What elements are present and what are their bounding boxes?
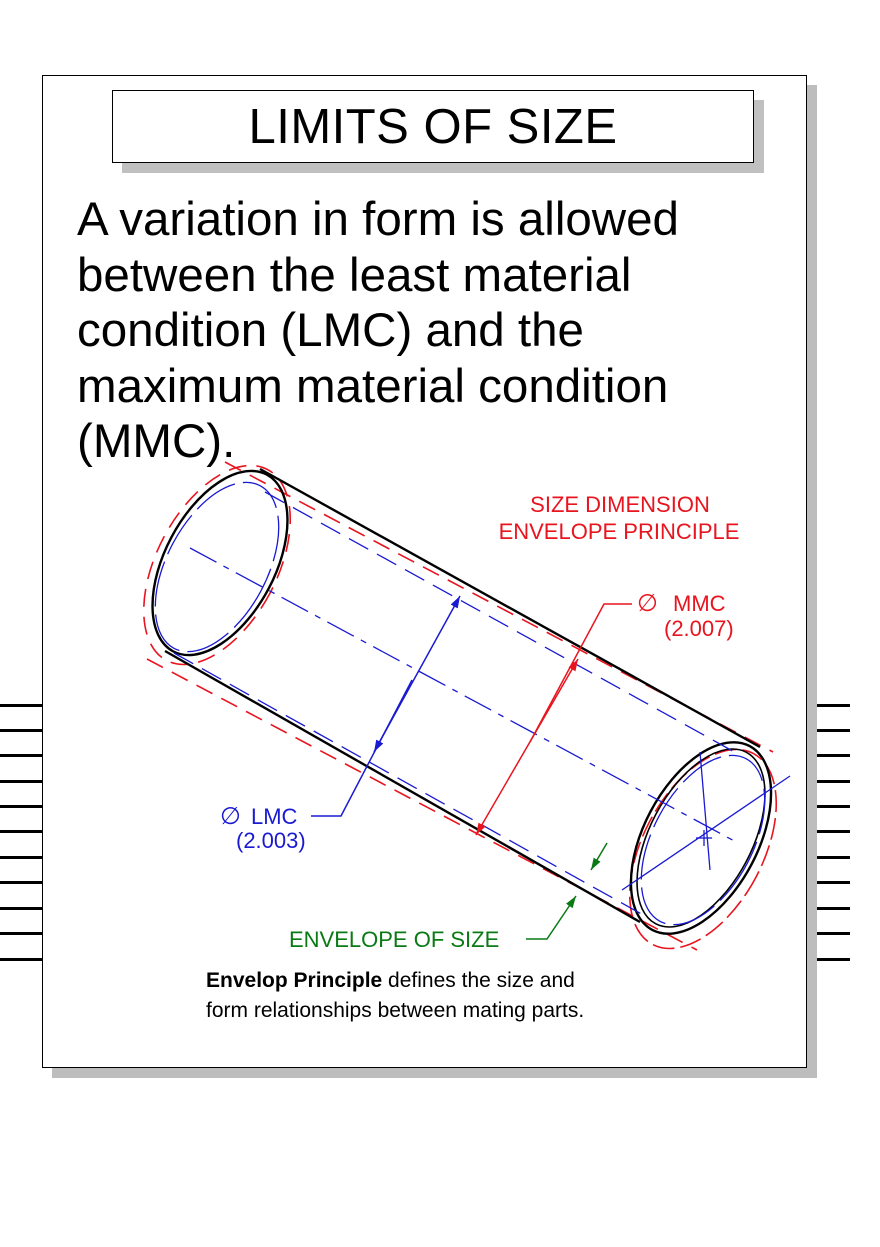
mmc-diameter-symbol: ∅	[637, 590, 658, 617]
size-dimension-label-line2: ENVELOPE PRINCIPLE	[498, 519, 740, 544]
mmc-leader	[530, 604, 632, 742]
lmc-value: (2.003)	[236, 828, 306, 853]
envelope-dimension	[526, 843, 607, 939]
page-title: LIMITS OF SIZE	[248, 99, 618, 154]
lmc-label: LMC	[251, 804, 298, 829]
caption-rest: defines the size and form relationships between mating parts.	[206, 969, 585, 1022]
mmc-value: (2.007)	[664, 616, 734, 641]
end-center-axis-b	[700, 752, 710, 870]
envelope-label: ENVELOPE OF SIZE	[289, 927, 500, 952]
mmc-label: MMC	[673, 591, 726, 616]
lmc-diameter-symbol: ∅	[220, 803, 241, 830]
mmc-dimension	[476, 604, 632, 835]
envelope-leader	[526, 896, 576, 939]
mmc-left-end	[113, 441, 320, 688]
size-dimension-label-line1: SIZE DIMENSION	[530, 492, 710, 517]
mmc-dimension-line	[476, 659, 578, 835]
caption-term: Envelop Principle	[206, 969, 383, 992]
lmc-lower-edge	[174, 653, 645, 916]
cylinder-bottom-edge	[165, 651, 640, 922]
intro-text: A variation in form is allowed between the least material condition (LMC) and the maximum material condition (MMC).	[77, 193, 679, 468]
caption	[206, 966, 606, 1026]
mmc-right-end	[599, 725, 806, 972]
lmc-dimension	[311, 596, 460, 816]
envelope-upper-arrow	[591, 843, 607, 870]
lmc-leader	[311, 680, 412, 816]
